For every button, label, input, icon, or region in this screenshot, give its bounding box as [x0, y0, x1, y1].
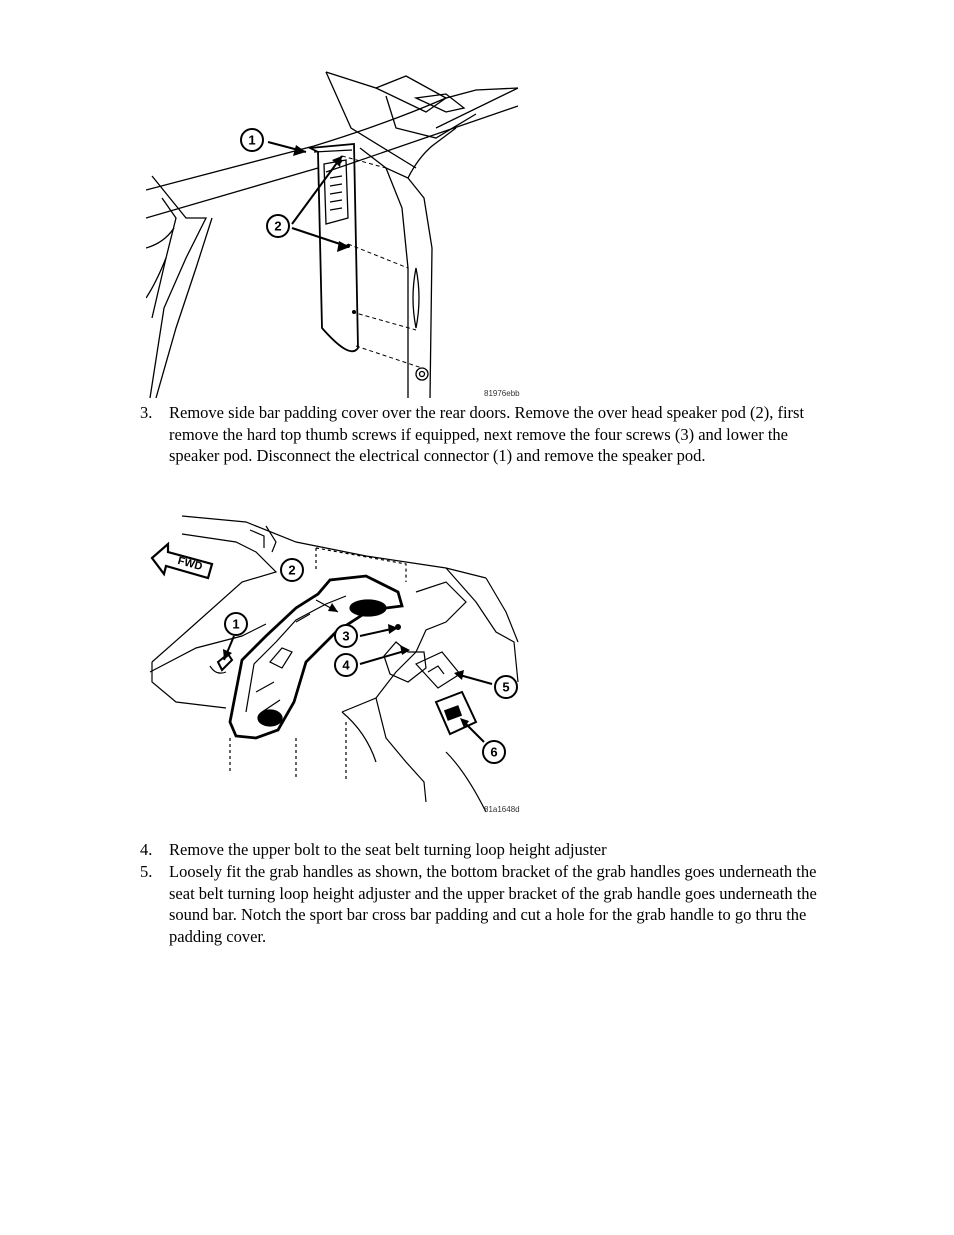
- svg-text:2: 2: [288, 562, 296, 578]
- instruction-step-5: [140, 861, 820, 947]
- callout-4: [335, 654, 357, 676]
- callout-5: [495, 676, 517, 698]
- figure-speaker-pod: [146, 512, 536, 817]
- svg-text:5: 5: [502, 679, 510, 695]
- svg-text:6: 6: [490, 744, 498, 760]
- svg-text:1: 1: [232, 616, 240, 632]
- callout-2: [267, 215, 289, 237]
- instruction-step-3: [140, 402, 820, 467]
- callout-3: [335, 625, 357, 647]
- callout-1: [225, 613, 247, 635]
- svg-text:1: 1: [248, 132, 256, 148]
- svg-text:4: 4: [342, 657, 350, 673]
- callout-6: [483, 741, 505, 763]
- figure-code: 81a1648d: [484, 805, 520, 814]
- step-text: Loosely fit the grab handles as shown, the bottom bracket of the grab handles goes underneath the seat belt turning loop height adjuster and the upper bracket of the grab handle goes underneath the sound bar. Notch the sport bar cross bar padding and cut a hole for the grab handle to go thru the padding cover.: [169, 862, 817, 946]
- step-text: Remove side bar padding cover over the rear doors. Remove the over head speaker pod (2), first remove the hard top thumb screws if equipped, next remove the four screws (3) and lower the speaker pod. Disconnect the electrical connector (1) and remove the speaker pod.: [169, 403, 805, 465]
- step-number: 5.: [140, 862, 153, 881]
- svg-text:2: 2: [274, 218, 282, 234]
- figure-side-bar-padding: [146, 68, 526, 400]
- speaker-pod-illustration: [146, 512, 536, 817]
- step-text: Remove the upper bolt to the seat belt turning loop height adjuster: [169, 840, 607, 859]
- callout-1: [241, 129, 263, 151]
- svg-text:3: 3: [342, 628, 350, 644]
- step-number: 4.: [140, 840, 153, 859]
- callout-2: [281, 559, 303, 581]
- fwd-arrow-icon: [152, 544, 212, 578]
- instruction-step-4: [140, 839, 820, 861]
- step-number: 3.: [140, 403, 153, 422]
- side-bar-padding-illustration: [146, 68, 526, 400]
- fwd-label: FWD: [176, 554, 204, 574]
- figure-code: 81976ebb: [484, 389, 520, 398]
